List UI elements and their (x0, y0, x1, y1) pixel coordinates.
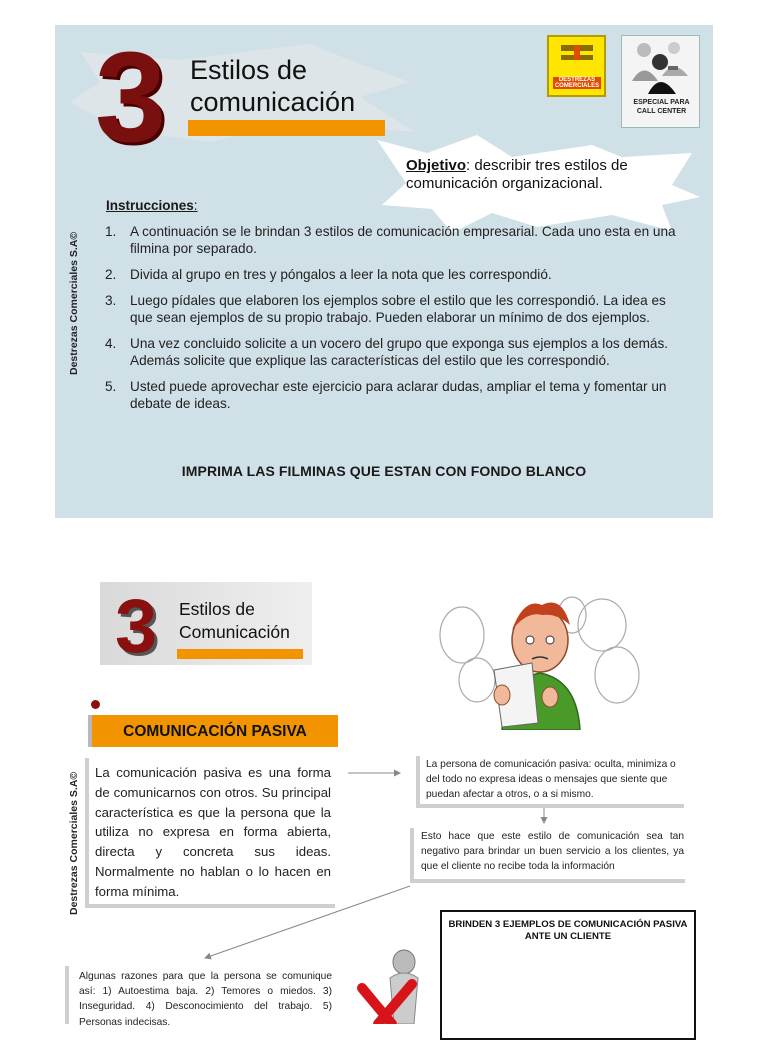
instructions-label: Instrucciones (106, 198, 194, 213)
objective-label: Objetivo (406, 157, 467, 174)
copyright-vertical-slide: Destrezas Comerciales S.A© (68, 771, 80, 915)
step-number: 1. (105, 224, 117, 239)
description-text: La comunicación pasiva es una forma de comunicarnos con otros. Su principal característica es que la persona que la utiliza no expresa en forma abierta, directa y concreta sus ideas. Normalmente no hablan o lo hacen en forma mínima. (95, 765, 331, 899)
step-text: A continuación se le brindan 3 estilos de comunicación empresarial. Cada uno esta en una filmina por separado. (130, 224, 676, 256)
instructions-colon: : (193, 198, 198, 213)
slide-title-line-1: Estilos de (179, 599, 255, 619)
red-x-icon (352, 948, 432, 1024)
title-number: 3 (95, 26, 167, 169)
examples-title: BRINDEN 3 EJEMPLOS DE COMUNICACIÓN PASIVA ANTE UN CLIENTE (448, 919, 688, 942)
step-number: 4. (105, 336, 117, 351)
step-text: Una vez concluido solicite a un vocero del grupo que exponga sus ejemplos a los demás. Además solicite que explique las características del estilo que les correspondió. (130, 336, 669, 368)
caption-line-1: ESPECIAL PARA (633, 99, 690, 106)
print-note: IMPRIMA LAS FILMINAS QUE ESTAN CON FONDO BLANCO (181, 463, 587, 479)
note-text-2: Esto hace que este estilo de comunicación sea tan negativo para brindar un buen servicio a los clientes, ya que el cliente no recibe toda la información (421, 831, 684, 872)
note-text-1: La persona de comunicación pasiva: oculta, minimiza o del todo no expresa ideas o mensajes que siente que puedan afectar a otros, o a si mismo. (426, 759, 676, 800)
slide-number: 3 (115, 584, 158, 669)
logo-label-line-2: COMERCIALES (554, 83, 600, 89)
step-text: Divida al grupo en tres y póngalos a leer la nota que les correspondió. (130, 267, 552, 282)
copyright-vertical-top: Destrezas Comerciales S.A© (68, 231, 80, 375)
step-number: 2. (105, 267, 117, 282)
step-text: Luego pídales que elaboren los ejemplos sobre el estilo que les correspondió. La idea es que sean ejemplos de su propio trabajo. Pueden elaborar un mínimo de dos ejemplos. (130, 293, 666, 325)
objective-text: : describir tres estilos de comunicación organizacional. (406, 157, 628, 192)
slide-title-line-2: Comunicación (179, 622, 290, 642)
caption-line-2: CALL CENTER (636, 108, 687, 115)
step-number: 3. (105, 293, 117, 308)
title-line-1: Estilos de (190, 55, 308, 85)
title-line-2: comunicación (190, 87, 356, 117)
section-label: COMUNICACIÓN PASIVA (123, 723, 307, 740)
logo-label-line-1: DESTREZAS (558, 77, 596, 83)
reasons-text: Algunas razones para que la persona se comunique así: 1) Autoestima baja. 2) Temores o miedos. 3) Inseguridad. 4) Desconocimiento del trabajo. 5) Personas indecisas. (79, 971, 332, 1028)
step-number: 5. (105, 379, 117, 394)
step-text: Usted puede aprovechar este ejercicio para aclarar dudas, ampliar el tema y fomentar un debate de ideas. (130, 379, 667, 411)
